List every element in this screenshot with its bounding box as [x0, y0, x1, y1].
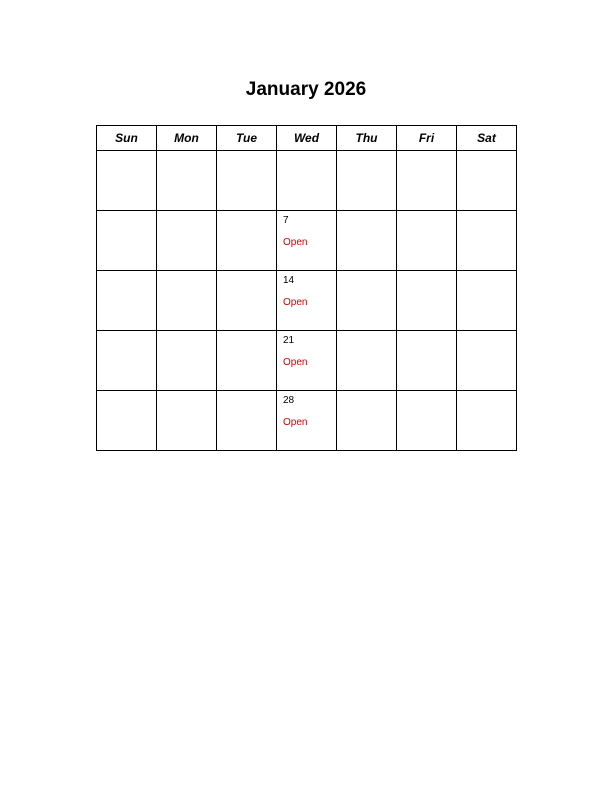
week-row	[97, 391, 517, 451]
day-cell-14[interactable]	[277, 271, 337, 331]
calendar-grid	[96, 125, 517, 451]
day-cell	[157, 211, 217, 271]
day-cell	[97, 331, 157, 391]
day-cell	[337, 151, 397, 211]
day-cell-28[interactable]	[277, 391, 337, 451]
day-cell	[397, 151, 457, 211]
day-cell	[97, 211, 157, 271]
day-number: 28	[283, 395, 295, 406]
event-label[interactable]: Open	[283, 237, 308, 248]
weekday-wed: Wed	[277, 126, 337, 151]
day-cell	[457, 271, 517, 331]
day-cell	[397, 331, 457, 391]
event-label[interactable]: Open	[283, 357, 308, 368]
day-cell	[97, 391, 157, 451]
weekday-sun: Sun	[97, 126, 157, 151]
day-cell	[397, 391, 457, 451]
day-cell	[217, 271, 277, 331]
day-number: 14	[283, 275, 295, 286]
week-row	[97, 331, 517, 391]
day-cell	[337, 391, 397, 451]
day-cell	[397, 271, 457, 331]
day-cell	[457, 211, 517, 271]
week-row	[97, 271, 517, 331]
day-cell	[457, 331, 517, 391]
day-number: 7	[283, 215, 289, 226]
day-cell	[217, 151, 277, 211]
day-cell	[337, 331, 397, 391]
day-cell	[97, 271, 157, 331]
day-cell	[157, 151, 217, 211]
event-label[interactable]: Open	[283, 297, 308, 308]
weekday-mon: Mon	[157, 126, 217, 151]
day-cell	[457, 151, 517, 211]
day-number: 21	[283, 335, 295, 346]
weekday-sat: Sat	[457, 126, 517, 151]
week-row	[97, 211, 517, 271]
day-cell	[457, 391, 517, 451]
day-cell	[337, 271, 397, 331]
day-cell	[217, 391, 277, 451]
page-title: January 2026	[245, 79, 367, 100]
day-cell	[217, 211, 277, 271]
weekday-fri: Fri	[397, 126, 457, 151]
day-cell	[277, 151, 337, 211]
weekday-thu: Thu	[337, 126, 397, 151]
weekday-tue: Tue	[217, 126, 277, 151]
day-cell	[337, 211, 397, 271]
day-cell	[97, 151, 157, 211]
day-cell	[397, 211, 457, 271]
day-cell	[157, 391, 217, 451]
event-label[interactable]: Open	[283, 417, 308, 428]
day-cell	[157, 271, 217, 331]
day-cell-21[interactable]	[277, 331, 337, 391]
day-cell	[157, 331, 217, 391]
week-row	[97, 151, 517, 211]
day-cell-7[interactable]	[277, 211, 337, 271]
weekday-header-row	[97, 126, 517, 151]
day-cell	[217, 331, 277, 391]
